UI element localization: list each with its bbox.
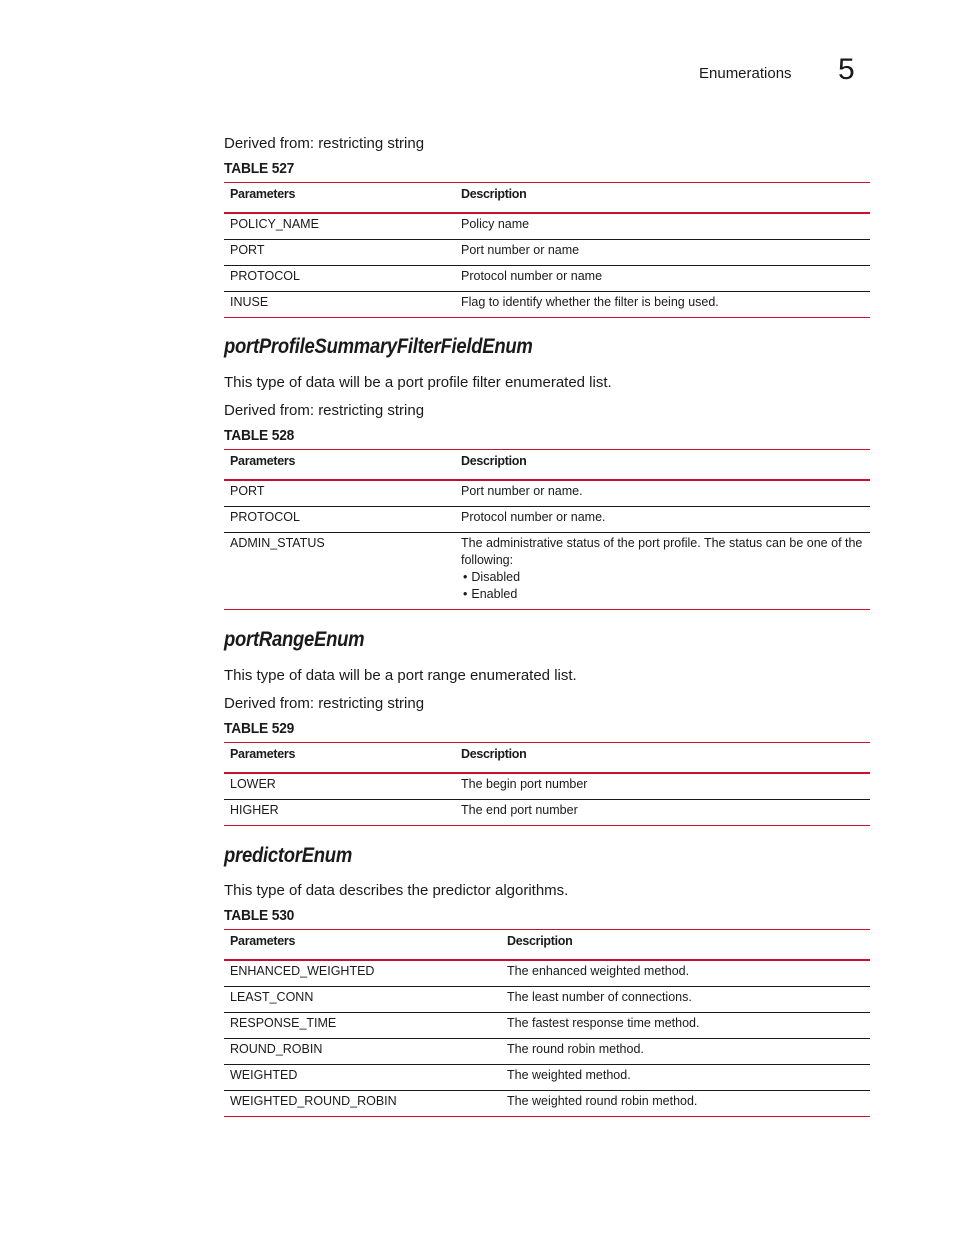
description-cell: Port number or name [455, 240, 870, 266]
table-row [224, 987, 870, 1013]
column-header-description: Description [455, 450, 870, 481]
parameter-cell: WEIGHTED [224, 1065, 501, 1091]
section-title: predictorEnum [224, 844, 352, 867]
table-row [224, 1091, 870, 1117]
table-row [224, 213, 870, 240]
column-header-description: Description [455, 743, 870, 774]
table-529 [224, 742, 870, 826]
table-header-row [224, 743, 870, 774]
column-header-parameters: Parameters [224, 450, 455, 481]
parameter-cell: ADMIN_STATUS [230, 536, 325, 550]
column-header-description: Description [501, 930, 870, 961]
description-cell: The fastest response time method. [501, 1013, 870, 1039]
parameter-cell: LEAST_CONN [224, 987, 501, 1013]
table-row [224, 1039, 870, 1065]
table-row [224, 1013, 870, 1039]
parameter-cell: WEIGHTED_ROUND_ROBIN [230, 1094, 397, 1108]
bullet-item: • Enabled [461, 586, 864, 603]
table-caption: TABLE 529 [224, 720, 295, 737]
table-caption: TABLE 527 [224, 160, 295, 177]
table-row [224, 960, 870, 987]
column-header-parameters: Parameters [224, 743, 455, 774]
table-530 [224, 929, 870, 1117]
column-header-parameters: Parameters [224, 930, 501, 961]
section-title: portProfileSummaryFilterFieldEnum [224, 335, 533, 358]
table-527 [224, 182, 870, 318]
description-cell: The weighted round robin method. [507, 1094, 698, 1108]
admin-status-description: The administrative status of the port profile. The status can be one of the following: [461, 536, 863, 567]
table-row [224, 800, 870, 826]
description-cell: The weighted method. [501, 1065, 870, 1091]
table-caption: TABLE 528 [224, 427, 295, 444]
bullet-item: • Disabled [461, 569, 864, 586]
parameter-cell: ENHANCED_WEIGHTED [224, 960, 501, 987]
table-row [224, 533, 870, 610]
parameter-cell: PORT [224, 240, 455, 266]
description-cell: The round robin method. [501, 1039, 870, 1065]
table-header-row [224, 183, 870, 214]
description-cell: Policy name [455, 213, 870, 240]
column-header-parameters: Parameters [224, 183, 455, 214]
parameter-cell: PROTOCOL [224, 266, 455, 292]
table-row [224, 1065, 870, 1091]
description-cell: The end port number [461, 803, 578, 817]
running-header-section: Enumerations [699, 65, 792, 82]
table-row [224, 292, 870, 318]
description-cell [455, 533, 870, 610]
section-description: This type of data will be a port profile filter enumerated list. [224, 374, 612, 391]
section-description: This type of data describes the predictor algorithms. [224, 882, 569, 899]
parameter-cell: INUSE [230, 295, 269, 309]
chapter-number: 5 [838, 53, 855, 86]
description-cell: Protocol number or name [455, 266, 870, 292]
section-description: This type of data will be a port range enumerated list. [224, 667, 577, 684]
parameter-cell: ROUND_ROBIN [224, 1039, 501, 1065]
table-528 [224, 449, 870, 610]
parameter-cell: POLICY_NAME [224, 213, 455, 240]
description-cell: Protocol number or name. [455, 507, 870, 533]
description-cell: Port number or name. [455, 480, 870, 507]
description-cell: The enhanced weighted method. [501, 960, 870, 987]
description-cell: The least number of connections. [501, 987, 870, 1013]
table-header-row [224, 450, 870, 481]
table-row [224, 507, 870, 533]
parameter-cell: PORT [224, 480, 455, 507]
parameter-cell: PROTOCOL [224, 507, 455, 533]
column-header-description: Description [455, 183, 870, 214]
derived-from-text: Derived from: restricting string [224, 695, 425, 712]
table-row [224, 240, 870, 266]
table-row [224, 266, 870, 292]
table-caption: TABLE 530 [224, 907, 295, 924]
parameter-cell: LOWER [224, 773, 455, 800]
derived-from-text: Derived from: restricting string [224, 135, 425, 152]
table-header-row [224, 930, 870, 961]
parameter-cell: RESPONSE_TIME [224, 1013, 501, 1039]
description-cell: Flag to identify whether the filter is being used. [461, 295, 719, 309]
section-title: portRangeEnum [224, 628, 365, 651]
table-row [224, 773, 870, 800]
table-row [224, 480, 870, 507]
derived-from-text: Derived from: restricting string [224, 402, 425, 419]
description-cell: The begin port number [455, 773, 870, 800]
parameter-cell: HIGHER [230, 803, 279, 817]
